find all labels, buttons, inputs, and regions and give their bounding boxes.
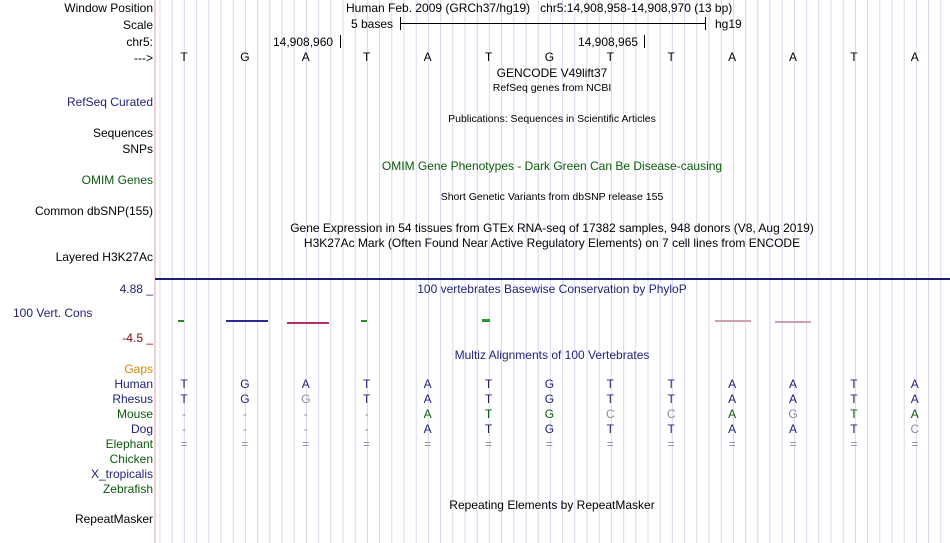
refseq-subtitle[interactable]: RefSeq genes from NCBI	[492, 82, 612, 94]
repeatmasker-label[interactable]: RepeatMasker	[74, 512, 153, 526]
h3k27ac-title[interactable]: H3K27Ac Mark (Often Found Near Active Regulatory Elements) on 7 cell lines from ENCODE	[303, 236, 801, 250]
alignment-base: =	[667, 437, 675, 451]
species-label-rhesus[interactable]: Rhesus	[112, 392, 153, 406]
alignment-base: T	[180, 392, 188, 406]
phylop-min-label: -4.5 _	[122, 331, 153, 345]
common-dbsnp-label[interactable]: Common dbSNP(155)	[34, 204, 153, 218]
scale-bases-text: 5 bases	[351, 17, 394, 31]
strand-label: --->	[134, 51, 153, 65]
alignment-base: -	[242, 407, 247, 421]
alignment-base: T	[667, 392, 675, 406]
omim-genes-label[interactable]: OMIM Genes	[81, 173, 153, 187]
alignment-base: =	[484, 437, 493, 451]
layered-h3k27ac-label[interactable]: Layered H3K27Ac	[55, 250, 153, 264]
refseq-curated-label[interactable]: RefSeq Curated	[66, 95, 153, 109]
position-tick-2	[644, 35, 645, 48]
alignment-base: A	[788, 377, 798, 391]
alignment-base: A	[788, 392, 798, 406]
phylop-track-label[interactable]: 100 Vert. Cons	[13, 306, 93, 320]
scale-assembly: hg19	[715, 17, 742, 31]
alignment-base: -	[303, 407, 308, 421]
gaps-label[interactable]: Gaps	[124, 362, 153, 376]
alignment-base: -	[182, 422, 186, 436]
alignment-base: A	[910, 407, 919, 421]
alignment-base: -	[182, 407, 186, 421]
species-label-human[interactable]: Human	[114, 377, 153, 391]
alignment-base: T	[180, 377, 188, 391]
omim-title[interactable]: OMIM Gene Phenotypes - Dark Green Can Be Disease-causing	[381, 159, 723, 173]
alignment-base: C	[666, 407, 676, 421]
alignment-base: T	[667, 422, 675, 436]
alignment-base: T	[484, 377, 493, 391]
alignment-base: =	[545, 437, 553, 451]
alignment-base: T	[606, 377, 614, 391]
reference-base: A	[423, 50, 432, 64]
reference-base: T	[180, 50, 188, 64]
alignment-base: T	[484, 422, 493, 436]
alignment-base: T	[484, 392, 493, 406]
alignment-base: G	[240, 392, 250, 406]
alignment-base: -	[242, 422, 247, 436]
repeatmasker-title[interactable]: Repeating Elements by RepeatMasker	[449, 498, 655, 512]
alignment-base: G	[788, 407, 798, 421]
alignment-base: G	[301, 392, 311, 406]
species-label-chicken[interactable]: Chicken	[109, 452, 153, 466]
phylop-bar	[482, 319, 490, 322]
alignment-base: =	[789, 437, 797, 451]
track-divider	[155, 278, 950, 280]
alignment-base: A	[423, 377, 432, 391]
alignment-base: =	[302, 437, 310, 451]
window-position-value: Human Feb. 2009 (GRCh37/hg19) chr5:14,908,958-14,908,970 (13 bp)	[346, 1, 733, 15]
dbsnp-title[interactable]: Short Genetic Variants from dbSNP release 155	[440, 191, 664, 203]
alignment-base: A	[728, 407, 737, 421]
gencode-title[interactable]: GENCODE V49lift37	[496, 66, 608, 80]
reference-base: A	[728, 50, 737, 64]
phylop-title[interactable]: 100 vertebrates Basewise Conservation by PhyloP	[417, 282, 687, 296]
reference-base: G	[240, 50, 250, 64]
reference-base: T	[606, 50, 614, 64]
scale-label: Scale	[122, 18, 153, 32]
phylop-bar	[178, 320, 184, 322]
alignment-base: A	[301, 377, 310, 391]
window-position-label: Window Position	[64, 1, 153, 15]
snps-label[interactable]: SNPs	[122, 142, 153, 156]
sequences-label[interactable]: Sequences	[92, 126, 153, 140]
phylop-bar	[226, 320, 268, 322]
alignment-base: T	[850, 377, 858, 391]
reference-base: T	[667, 50, 675, 64]
alignment-base: A	[728, 392, 737, 406]
alignment-base: =	[424, 437, 432, 451]
alignment-base: T	[484, 407, 493, 421]
alignment-base: A	[788, 422, 798, 436]
alignment-base: G	[544, 392, 555, 406]
alignment-base: C	[910, 422, 920, 436]
alignment-base: A	[910, 392, 919, 406]
reference-base: G	[544, 50, 555, 64]
alignment-base: A	[423, 392, 432, 406]
alignment-base: G	[240, 377, 250, 391]
alignment-base: =	[363, 437, 371, 451]
alignment-base: T	[363, 377, 371, 391]
reference-base: T	[850, 50, 858, 64]
alignment-base: =	[241, 437, 249, 451]
alignment-base: G	[544, 407, 555, 421]
reference-base: A	[910, 50, 919, 64]
alignment-base: T	[363, 392, 371, 406]
alignment-base: C	[605, 407, 615, 421]
alignment-base: T	[850, 422, 858, 436]
phylop-bar	[715, 320, 751, 322]
reference-base: A	[301, 50, 310, 64]
alignment-base: T	[606, 422, 614, 436]
position-label-1: 14,908,960	[273, 35, 334, 49]
alignment-base: T	[606, 392, 614, 406]
chrom-label: chr5:	[126, 35, 153, 49]
reference-base: A	[788, 50, 798, 64]
species-label-mouse[interactable]: Mouse	[116, 407, 153, 421]
position-tick-1	[340, 35, 341, 48]
alignment-base: -	[303, 422, 308, 436]
alignment-base: A	[728, 422, 737, 436]
alignment-base: G	[544, 422, 555, 436]
species-label-x-tropicalis[interactable]: X_tropicalis	[90, 467, 153, 481]
position-label-2: 14,908,965	[578, 35, 639, 49]
species-label-dog[interactable]: Dog	[130, 422, 153, 436]
alignment-base: -	[364, 407, 369, 421]
reference-base: T	[363, 50, 371, 64]
alignment-base: T	[850, 392, 858, 406]
alignment-base: =	[180, 437, 188, 451]
reference-base: T	[484, 50, 493, 64]
alignment-base: A	[728, 377, 737, 391]
alignment-base: A	[423, 422, 432, 436]
alignment-base: T	[850, 407, 858, 421]
species-label-elephant[interactable]: Elephant	[105, 437, 153, 451]
phylop-max-label: 4.88 _	[119, 282, 153, 296]
species-label-zebrafish[interactable]: Zebrafish	[102, 482, 153, 496]
alignment-base: A	[423, 407, 432, 421]
alignment-base: T	[667, 377, 675, 391]
multiz-title[interactable]: Multiz Alignments of 100 Vertebrates	[454, 348, 650, 362]
alignment-base: -	[364, 422, 369, 436]
publications-title[interactable]: Publications: Sequences in Scientific Articles	[448, 113, 656, 125]
scale-bar	[400, 17, 706, 31]
alignment-base: A	[910, 377, 919, 391]
alignment-base: =	[728, 437, 736, 451]
alignment-base: =	[850, 437, 858, 451]
alignment-base: G	[544, 377, 555, 391]
alignment-base: =	[606, 437, 614, 451]
phylop-bar	[287, 322, 329, 324]
alignment-base: =	[911, 437, 919, 451]
phylop-bar	[775, 321, 811, 323]
phylop-bar	[361, 320, 367, 322]
gtex-title[interactable]: Gene Expression in 54 tissues from GTEx RNA-seq of 17382 samples, 948 donors (V8, Aug 2019)	[290, 221, 814, 235]
